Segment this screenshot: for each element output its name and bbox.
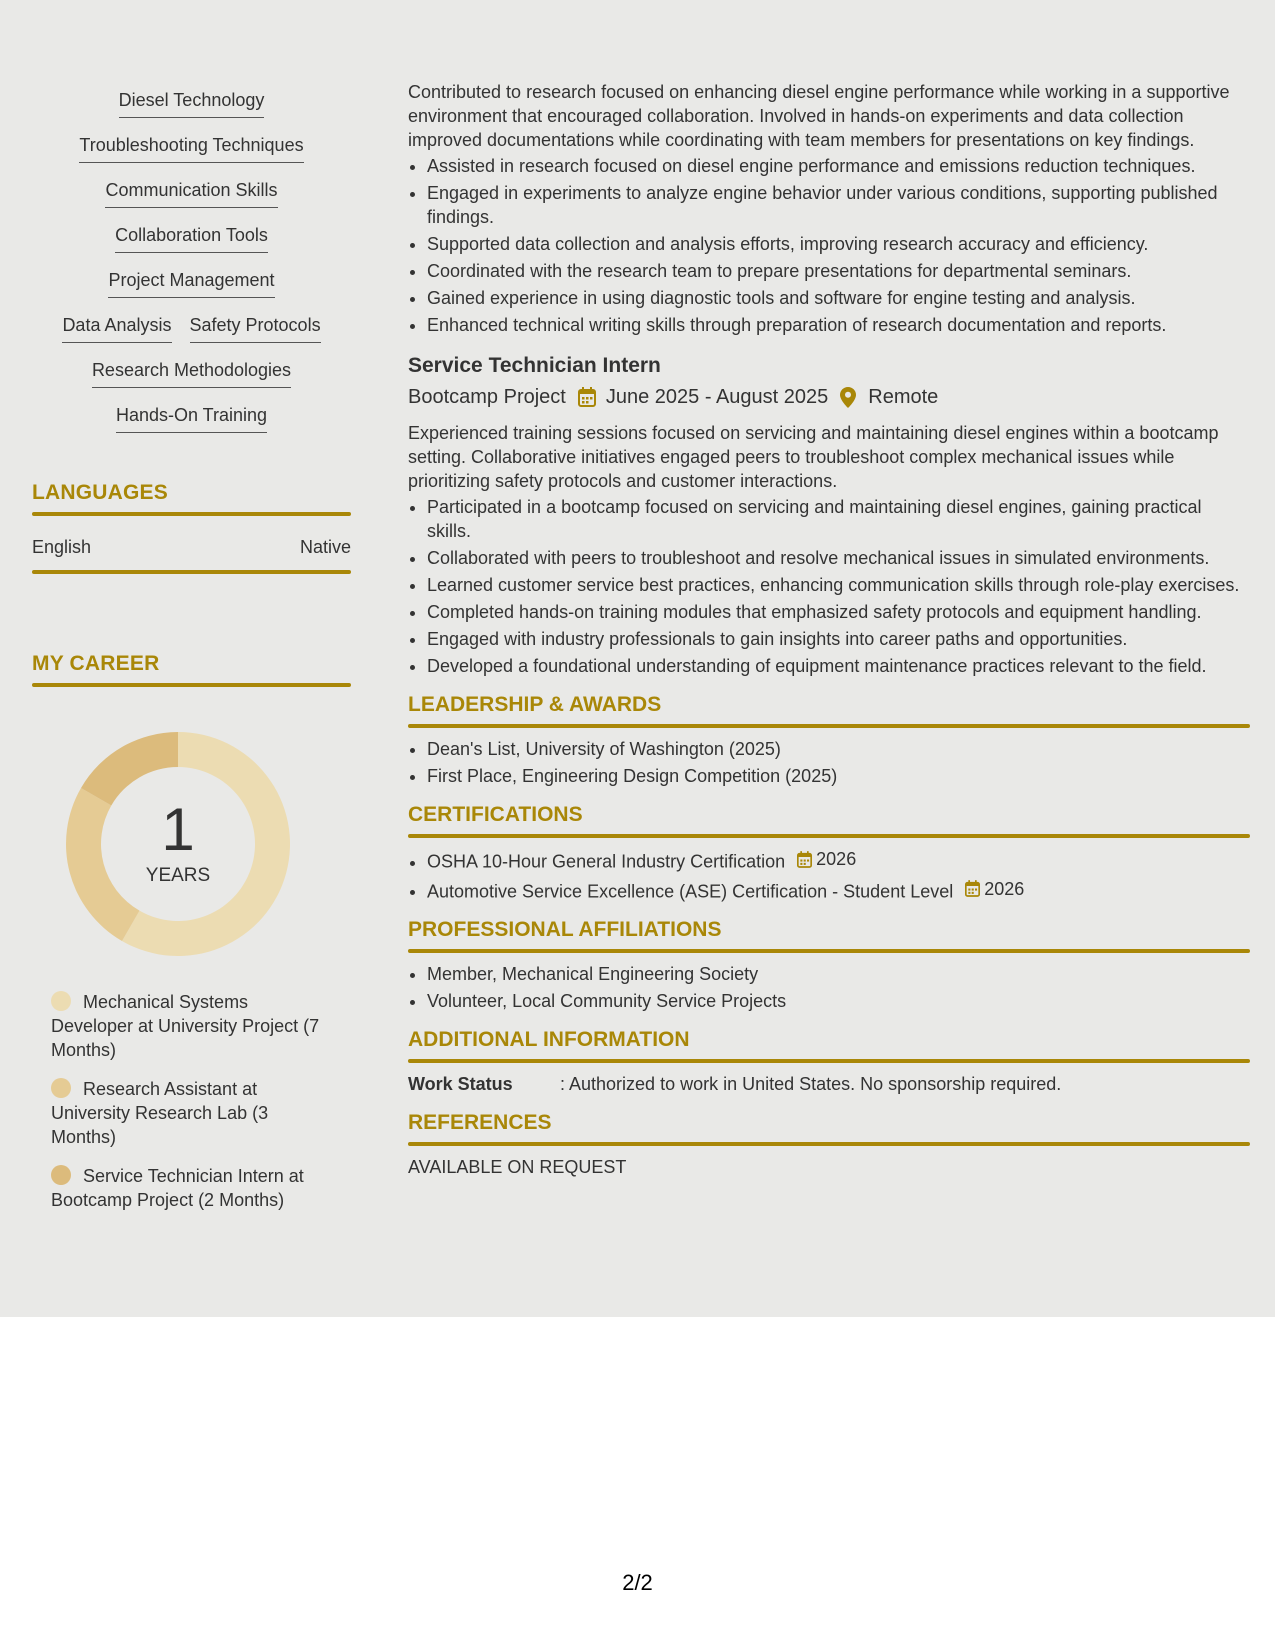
skill-row: [32, 311, 351, 356]
skill-tag: Safety Protocols: [190, 311, 321, 343]
work-status-label: Work Status: [408, 1074, 513, 1094]
list-item: • Completed hands-on training modules that emphasized safety protocols and equipment handling.: [427, 600, 1250, 624]
skill-tag: Communication Skills: [105, 176, 277, 208]
list-item: • Volunteer, Local Community Service Projects: [427, 989, 1250, 1013]
language-item: [32, 537, 351, 558]
calendar-icon: [965, 880, 984, 897]
skill-row: [32, 86, 351, 131]
experience-bullets: [408, 154, 1250, 337]
skill-tag: Data Analysis: [62, 311, 171, 343]
certification-year-text: 2026: [984, 878, 1025, 899]
leadership-divider: [408, 724, 1250, 728]
career-heading: MY CAREER: [32, 652, 160, 675]
career-legend-label: Service Technician Intern at Bootcamp Project (2 Months): [51, 1166, 304, 1210]
list-item: • Gained experience in using diagnostic tools and software for engine testing and analysis.: [427, 286, 1250, 310]
job-bullets: [408, 495, 1250, 678]
certification-year-text: 2026: [816, 849, 857, 869]
donut-slice: [81, 732, 178, 806]
job-title: Service Technician Intern: [408, 354, 661, 377]
job-company: Bootcamp Project: [408, 386, 566, 408]
references-text: AVAILABLE ON REQUEST: [408, 1157, 627, 1177]
list-item: • Supported data collection and analysis efforts, improving research accuracy and efficiency.: [427, 232, 1250, 256]
list-item: • Enhanced technical writing skills through preparation of research documentation and reports.: [427, 313, 1250, 337]
leadership-list: [408, 737, 1250, 788]
list-item: • Learned customer service best practices, enhancing communication skills through role-play exercises.: [427, 573, 1250, 597]
skill-row: [32, 221, 351, 266]
list-item: • Developed a foundational understanding of equipment maintenance practices relevant to the field.: [427, 654, 1250, 678]
references-heading: REFERENCES: [408, 1111, 552, 1134]
career-legend-label: Research Assistant at University Research Lab (3 Months): [51, 1079, 269, 1147]
career-divider: [32, 683, 351, 687]
skill-row: [32, 176, 351, 221]
skills-list: [32, 86, 351, 446]
certifications-list: [408, 847, 1250, 903]
skill-row: [32, 266, 351, 311]
certification-name: OSHA 10-Hour General Industry Certification: [427, 851, 786, 872]
calendar-icon: [578, 387, 596, 407]
skill-tag: Research Methodologies: [92, 356, 291, 388]
leadership-heading: LEADERSHIP & AWARDS: [408, 693, 662, 716]
certification-name: Automotive Service Excellence (ASE) Certification - Student Level: [427, 881, 954, 901]
references-divider: [408, 1142, 1250, 1146]
list-item: • Participated in a bootcamp focused on servicing and maintaining diesel engines, gaining practical skills.: [427, 495, 1250, 543]
page-number: 2/2: [622, 1570, 653, 1595]
career-legend-item: [51, 1077, 321, 1149]
experience-summary: Contributed to research focused on enhancing diesel engine performance while working in a supportive environment that encouraged collaboration. Involved in hands-on experiments and data collection improved documentations while coordinating with team members for presentations on key findings.: [408, 82, 1230, 150]
skill-tag: Diesel Technology: [119, 86, 265, 118]
list-item: • Assisted in research focused on diesel engine performance and emissions reduction techniques.: [427, 154, 1250, 178]
list-item: • Collaborated with peers to troubleshoot and resolve mechanical issues in simulated environments.: [427, 546, 1250, 570]
career-years-label: YEARS: [145, 865, 211, 886]
additional-info-divider: [408, 1059, 1250, 1063]
skill-row: [32, 401, 351, 446]
affiliations-divider: [408, 949, 1250, 953]
skill-tag: Project Management: [108, 266, 274, 298]
legend-dot: [51, 1078, 71, 1098]
career-legend-item: [51, 1164, 321, 1212]
certification-item: [427, 847, 1250, 874]
list-item: • Engaged with industry professionals to gain insights into career paths and opportunities.: [427, 627, 1250, 651]
additional-info-heading: ADDITIONAL INFORMATION: [408, 1028, 690, 1051]
list-item: • First Place, Engineering Design Competition (2025): [427, 764, 1250, 788]
skill-tag: Collaboration Tools: [115, 221, 268, 253]
list-item: • Dean's List, University of Washington (2025): [427, 737, 1250, 761]
language-name: English: [32, 537, 92, 557]
job-dates: June 2025 - August 2025: [605, 386, 829, 408]
skill-row: [32, 356, 351, 401]
affiliations-list: [408, 962, 1250, 1013]
location-pin-icon: [840, 387, 856, 408]
certification-item: [427, 877, 1250, 904]
career-legend-item: [51, 990, 321, 1062]
work-status-row: [408, 1072, 1250, 1096]
list-item: • Member, Mechanical Engineering Society: [427, 962, 1250, 986]
languages-bottom-divider: [32, 570, 351, 574]
legend-dot: [51, 1165, 71, 1185]
certification-year: [797, 847, 856, 871]
list-item: • Engaged in experiments to analyze engine behavior under various conditions, supporting published findings.: [427, 181, 1250, 229]
job-location: Remote: [868, 386, 939, 408]
right-column: [408, 80, 1250, 1179]
certifications-divider: [408, 834, 1250, 838]
language-level: Native: [299, 537, 351, 557]
career-legend-label: Mechanical Systems Developer at University Project (7 Months): [51, 992, 320, 1060]
skill-tag: Troubleshooting Techniques: [79, 131, 303, 163]
skill-row: [32, 131, 351, 176]
skill-tag: Hands-On Training: [116, 401, 267, 433]
legend-dot: [51, 991, 71, 1011]
calendar-icon: [797, 851, 816, 868]
affiliations-heading: PROFESSIONAL AFFILIATIONS: [408, 918, 722, 941]
job-summary: Experienced training sessions focused on servicing and maintaining diesel engines within a bootcamp setting. Collaborative initiatives engaged peers to troubleshoot complex mechanical issues while prioritizing safety protocols and customer interactions.: [408, 423, 1219, 491]
certifications-heading: CERTIFICATIONS: [408, 803, 583, 826]
languages-heading: LANGUAGES: [32, 481, 168, 504]
career-legend: [51, 990, 321, 1227]
languages-divider: [32, 512, 351, 516]
list-item: • Coordinated with the research team to prepare presentations for departmental seminars.: [427, 259, 1250, 283]
work-status-value: : Authorized to work in United States. No sponsorship required.: [560, 1074, 1062, 1094]
certification-year: [965, 877, 1024, 901]
job-meta: [408, 383, 1250, 411]
career-total-years: 1: [161, 796, 195, 863]
